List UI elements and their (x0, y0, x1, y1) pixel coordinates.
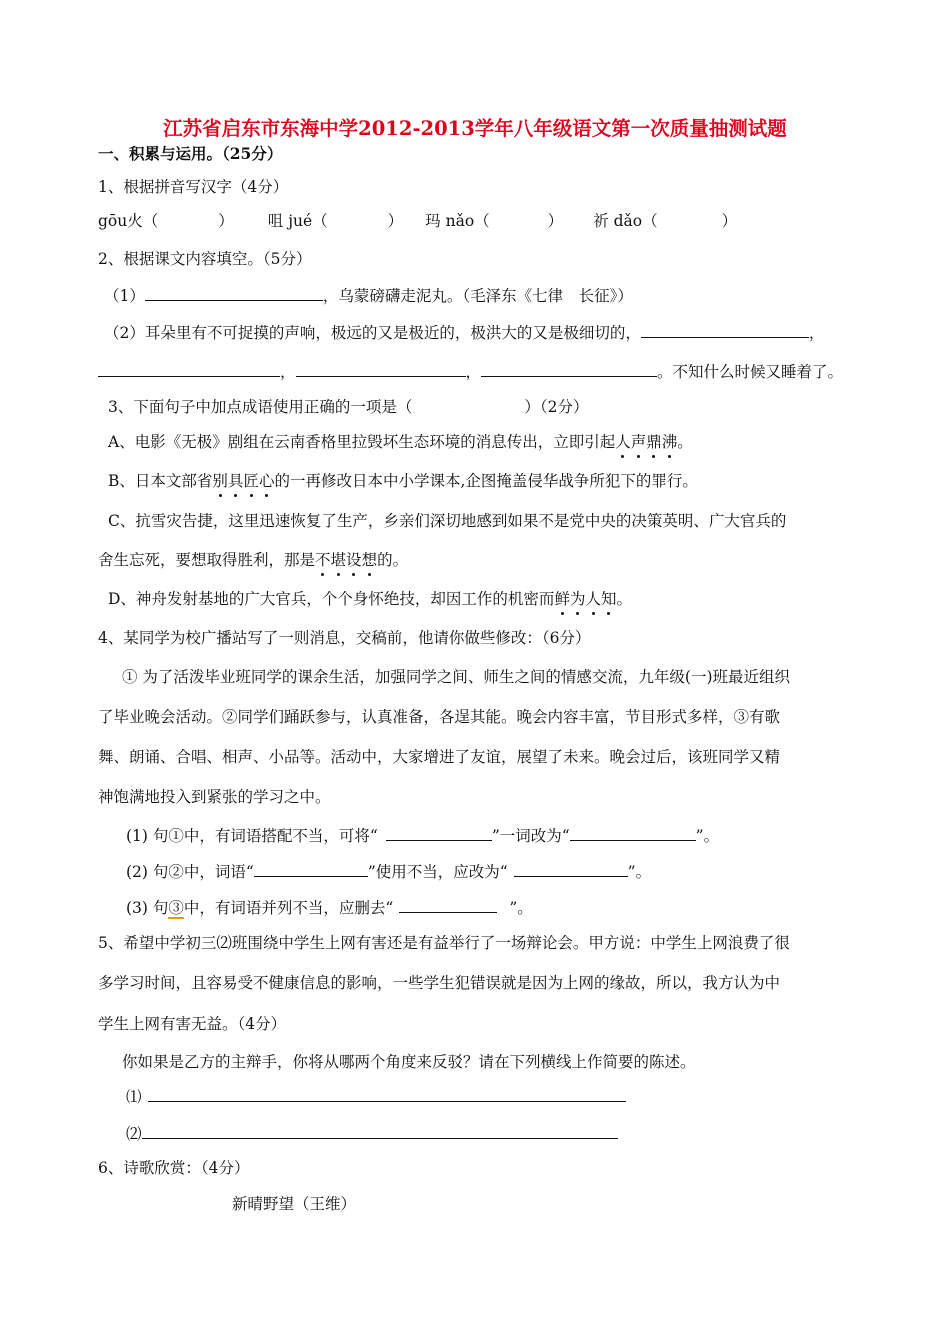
item-text: ”使用不当，应改为“ (367, 863, 508, 881)
item-text: A、电影《无极》剧组在云南香格里拉毁坏生态环境的消息传出，立即引起 (108, 433, 616, 451)
answer-blank[interactable] (386, 826, 492, 841)
item-text: ） (387, 212, 404, 230)
dotted-char: 知 (600, 590, 617, 608)
dotted-char: 设 (346, 551, 362, 569)
question-2-line-1 (104, 286, 633, 306)
dotted-char: 鲜 (554, 590, 570, 608)
item-text: 玛 nǎo（ (425, 212, 490, 230)
item-text: 的。 (377, 551, 409, 569)
item-text: gōu火（ (98, 212, 159, 230)
question-1-stem: 1、根据拼音写汉字（4分） (98, 178, 289, 196)
item-text: ）（2分） (524, 398, 589, 416)
question-5-line: 多学习时间，且容易受不健康信息的影响，一些学生犯错误就是因为上网的缘故，所以，我方认为中 (98, 974, 781, 992)
item-text: 祈 dǎo（ (593, 212, 658, 230)
item-text: 中，有词语并列不当，应删去“ (183, 899, 394, 917)
passage-line: 神饱满地投入到紧张的学习之中。 (98, 788, 331, 806)
passage-line: ① 为了活泼毕业班同学的课余生活，加强同学之间、师生之间的情感交流，九年级(一)班最近组织 (122, 668, 791, 686)
answer-blank[interactable] (142, 1124, 618, 1139)
dotted-char: 沸 (661, 433, 678, 451)
item-text: 。不知什么时候又睡着了。 (657, 363, 844, 381)
answer-blank[interactable] (570, 826, 696, 841)
passage-line: 了毕业晚会活动。②同学们踊跃参与，认真准备，各逞其能。晚会内容丰富，节目形式多样，③有歌 (98, 708, 781, 726)
dotted-char: 心 (258, 472, 275, 490)
question-5-line: 5、希望中学初三⑵班围绕中学生上网有害还是有益举行了一场辩论会。甲方说：中学生上网浪费了很 (98, 934, 790, 952)
item-text: ⑵ (126, 1125, 142, 1143)
option-d (108, 589, 632, 609)
option-b (108, 471, 698, 491)
answer-line-2 (126, 1124, 618, 1144)
dotted-char: 声 (630, 433, 647, 451)
question-2-line-3 (98, 362, 843, 382)
item-text: (2) 句②中，词语“ (126, 863, 254, 881)
answer-line-1 (126, 1087, 626, 1107)
item-text: ”一词改为“ (491, 827, 570, 845)
dotted-char: 想 (361, 551, 378, 569)
answer-blank[interactable] (399, 898, 497, 913)
item-text: D、神舟发射基地的广大官兵，个个身怀绝技，却因工作的机密而 (108, 590, 555, 608)
poem-title: 新晴野望（王维） (232, 1195, 357, 1213)
item-text: (3) 句 (126, 899, 169, 917)
answer-blank[interactable] (481, 362, 657, 377)
sub-question-2 (126, 862, 651, 882)
item-text: 的一再修改日本中小学课本,企图掩盖侵华战争所犯下的罪行。 (274, 472, 698, 490)
question-2-line-2 (104, 323, 824, 343)
item-text: ”。 (695, 827, 720, 845)
dotted-char: 人 (615, 433, 631, 451)
item-text: 咀 jué（ (267, 212, 328, 230)
item-text: 。 (616, 590, 633, 608)
option-c-line-1: C、抗雪灾告捷，这里迅速恢复了生产，乡亲们深切地感到如果不是党中央的决策英明、广大官兵的 (108, 512, 787, 530)
dotted-char: 别 (212, 472, 228, 490)
answer-blank[interactable] (148, 1087, 626, 1102)
section-heading: 一、积累与运用。（25分） (98, 144, 283, 163)
item-text: B、日本文部省 (108, 472, 213, 490)
item-text: ”。 (509, 899, 533, 917)
passage-line: 舞、朗诵、合唱、相声、小品等。活动中，大家增进了友谊，展望了未来。晚会过后，该班同学又精 (98, 748, 781, 766)
question-1-items (98, 211, 737, 231)
item-text: ） (547, 212, 564, 230)
item-text: （1） (104, 287, 145, 305)
dotted-char: 鼎 (646, 433, 662, 451)
dotted-char: 不 (315, 551, 331, 569)
page-title: 江苏省启东市东海中学2012-2013学年八年级语文第一次质量抽测试题 (163, 117, 787, 140)
item-text: ”。 (627, 863, 652, 881)
question-2-stem: 2、根据课文内容填空。（5分） (98, 250, 312, 268)
item-text: ， (280, 363, 296, 381)
option-a (108, 432, 693, 452)
answer-blank[interactable] (98, 362, 280, 377)
dotted-char: 为 (569, 590, 586, 608)
dotted-char: 人 (585, 590, 601, 608)
item-text: ， (465, 363, 482, 381)
sub-question-1 (126, 826, 719, 846)
item-text: 。 (677, 433, 693, 451)
item-text: ，乌蒙磅礴走泥丸。（毛泽东《七律 长征》） (322, 287, 633, 305)
item-text: ） (218, 212, 234, 230)
answer-blank[interactable] (514, 862, 628, 877)
item-text: ， (808, 324, 825, 342)
item-text: 3、下面句子中加点成语使用正确的一项是（ (108, 398, 413, 416)
answer-blank[interactable] (254, 862, 368, 877)
item-text: (1) 句①中，有词语搭配不当，可将“ (126, 827, 378, 845)
answer-blank[interactable] (296, 362, 466, 377)
question-3-stem (108, 397, 589, 417)
item-text: （2）耳朵里有不可捉摸的声响，极远的又是极近的，极洪大的又是极细切的， (104, 324, 641, 342)
question-4-stem: 4、某同学为校广播站写了一则消息，交稿前，他请你做些修改：（6分） (98, 629, 591, 647)
dotted-char: 堪 (330, 551, 347, 569)
sub-question-3 (126, 898, 533, 918)
question-5-prompt: 你如果是乙方的主辩手，你将从哪两个角度来反驳？请在下列横线上作简要的陈述。 (122, 1053, 696, 1071)
item-text: ） (721, 212, 738, 230)
dotted-char: 具 (227, 472, 244, 490)
question-5-line: 学生上网有害无益。（4分） (98, 1015, 287, 1033)
answer-blank[interactable] (641, 323, 809, 338)
question-6-stem: 6、诗歌欣赏：（4分） (98, 1159, 250, 1177)
item-text: 舍生忘死，要想取得胜利，那是 (98, 551, 316, 569)
answer-blank[interactable] (145, 286, 323, 301)
option-c-line-2 (98, 550, 408, 570)
dotted-char: 匠 (243, 472, 259, 490)
marked-numeral: ③ (168, 899, 184, 917)
item-text: ⑴ (126, 1088, 142, 1106)
